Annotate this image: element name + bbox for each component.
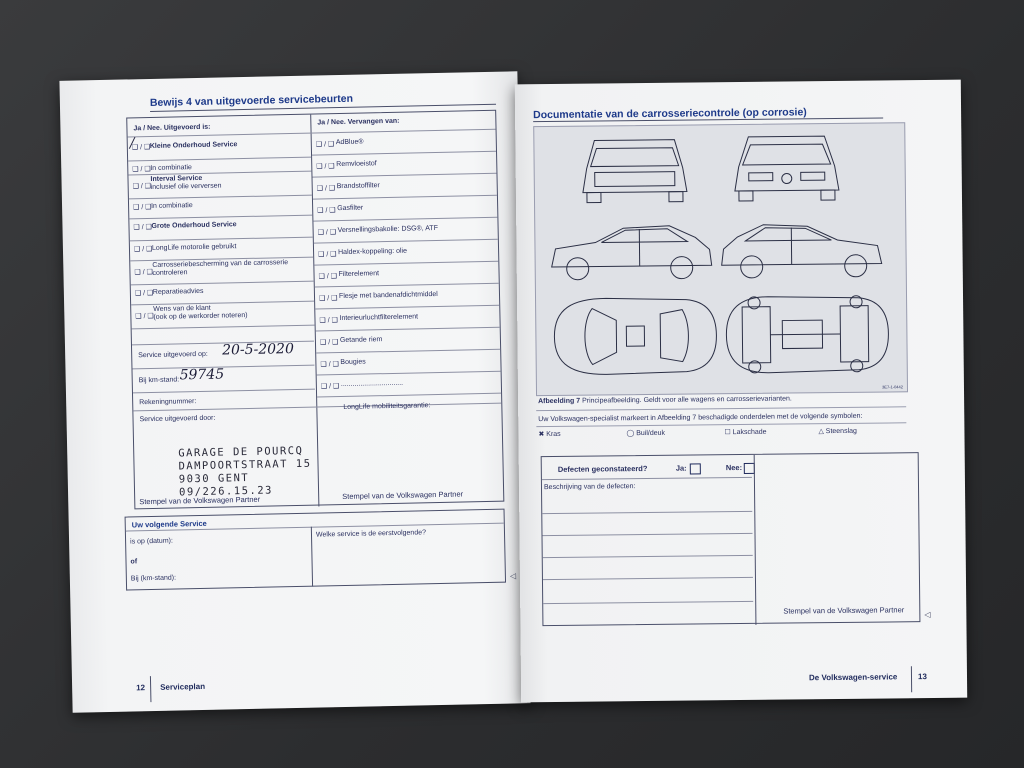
description-line	[543, 555, 753, 558]
km-label: Bij km-stand:	[138, 376, 180, 385]
checklist-item-label: Grote Onderhoud Service	[151, 221, 237, 230]
row-rule	[317, 393, 501, 398]
checklist-item-label: Versnellingsbakolie: DSG®, ATF	[337, 224, 439, 235]
checklist-item-label: LongLife motorolie gebruikt	[151, 243, 237, 252]
car-diagram	[534, 123, 907, 395]
service-date-value[interactable]: 20-5-2020	[221, 341, 295, 359]
left-page	[59, 71, 530, 712]
checkbox-pair[interactable]: ❑ / ❑	[319, 317, 338, 325]
footer-divider	[150, 676, 152, 702]
service-record-table	[126, 110, 504, 510]
car-figure	[533, 122, 908, 396]
checklist-item-label: Getande riem	[339, 336, 383, 345]
checkbox-pair[interactable]: ❑ / ❑	[131, 143, 151, 152]
checklist-item-label: Haldex-koppeling: olie	[338, 247, 408, 257]
right-stamp-label: Stempel van de Volkswagen Partner	[783, 605, 905, 616]
checklist-item-label: Wens van de klant	[153, 304, 211, 313]
right-page-number: 13	[917, 672, 927, 682]
figure-caption-label: Afbeelding 7	[538, 397, 581, 406]
handwritten-check-icon: /	[129, 135, 135, 152]
invoice-label: Rekeningnummer:	[139, 398, 197, 407]
next-km-label: Bij (km-stand):	[130, 574, 177, 583]
row-rule	[542, 477, 752, 480]
figure-code: 3E7-1-0442	[882, 384, 903, 390]
description-line	[543, 601, 753, 604]
left-page-title: Bewijs 4 van uitgevoerde servicebeurten	[149, 92, 354, 109]
marking-text: Uw Volkswagen-specialist markeert in Afbeelding 7 beschadigde onderdelen met de volgende symbolen:	[538, 412, 863, 424]
next-which-label: Welke service is de eerstvolgende?	[315, 529, 427, 539]
right-page	[515, 80, 967, 703]
checklist-item-label: In combinatie	[151, 202, 193, 210]
checklist-item-label: Reparatieadvies	[152, 287, 204, 296]
car-top-view-icon	[554, 297, 717, 375]
col-left-header: Ja / Nee. Uitgevoerd is:	[133, 123, 211, 133]
next-divider	[311, 527, 313, 587]
checkbox-pair[interactable]: ❑ / ❑	[132, 182, 152, 191]
checklist-item-label: ................................	[340, 379, 404, 389]
continue-arrow-icon: ◁	[509, 571, 517, 581]
checkbox-pair[interactable]: ❑ / ❑	[318, 295, 338, 303]
next-date-label: is op (datum):	[130, 537, 173, 546]
checkbox-pair[interactable]: ❑ / ❑	[315, 141, 335, 149]
left-footer: Serviceplan	[160, 681, 206, 692]
car-side-view-right-icon	[721, 224, 882, 279]
checklist-item-sublabel: inclusief olie verversen	[150, 182, 222, 191]
car-underside-view-icon	[726, 295, 889, 373]
defects-label: Defecten geconstateerd?	[557, 463, 648, 474]
checkbox-pair[interactable]: ❑ / ❑	[318, 273, 338, 281]
footer-divider	[911, 666, 912, 692]
next-of: of	[130, 558, 138, 566]
symbol-scratch: ✖ Kras	[538, 430, 561, 439]
car-front-view-icon	[734, 136, 839, 201]
checklist-item-right	[317, 371, 501, 397]
checkbox-pair[interactable]: ❑ / ❑	[133, 203, 152, 212]
service-date-label: Service uitgevoerd op:	[138, 350, 208, 360]
checklist-item-label: AdBlue®	[335, 138, 364, 147]
col-right-header: Ja / Nee. Vervangen van:	[317, 117, 400, 127]
checkbox-pair[interactable]: ❑ / ❑	[320, 361, 339, 369]
checkbox-pair[interactable]: ❑ / ❑	[316, 185, 336, 193]
checklist-item-label: Flesje met bandenafdichtmiddel	[338, 290, 438, 301]
checkbox-pair[interactable]: ❑ / ❑	[133, 245, 153, 254]
car-side-view-left-icon	[551, 225, 712, 280]
right-footer: De Volkswagen-service	[808, 672, 898, 683]
stamp-label-left: Stempel van de Volkswagen Partner	[139, 494, 261, 507]
checklist-item-label: Interieurluchtfilterelement	[339, 313, 419, 323]
defects-no-label: Nee:	[725, 462, 743, 473]
next-service-title: Uw volgende Service	[131, 518, 207, 530]
next-service-box	[125, 509, 506, 591]
longlife-label: LongLife mobiliteitsgarantie:	[343, 402, 431, 411]
checkbox-pair[interactable]: ❑ / ❑	[320, 383, 340, 391]
checkbox-pair[interactable]: ❑ / ❑	[132, 165, 151, 174]
figure-caption	[538, 395, 792, 405]
defects-yes-checkbox[interactable]	[690, 463, 701, 474]
checklist-item-label: Brandstoffilter	[336, 182, 380, 191]
km-value[interactable]: 59745	[179, 366, 225, 384]
checklist-item-label: Interval Service	[150, 174, 203, 183]
checkbox-pair[interactable]: ❑ / ❑	[317, 229, 337, 237]
stamp-label-right: Stempel van de Volkswagen Partner	[342, 489, 464, 502]
description-line	[542, 533, 752, 536]
checklist-item-sublabel: (ook op de werkorder noteren)	[153, 311, 248, 321]
checkbox-pair[interactable]: ❑ / ❑	[135, 312, 154, 321]
description-line	[543, 577, 753, 580]
right-page-title: Documentatie van de carrosseriecontrole (op corrosie)	[533, 106, 807, 122]
stamp-line: DAMPOORTSTRAAT 15	[178, 457, 312, 473]
defects-yes-label: Ja:	[675, 463, 687, 473]
checklist-item-label: Gasfilter	[337, 204, 364, 213]
row-rule	[132, 325, 315, 330]
description-line	[542, 511, 752, 514]
symbol-stone-chip: △ Steenslag	[818, 427, 857, 436]
garage-stamp	[178, 445, 312, 500]
checklist-item-sublabel: controleren	[152, 269, 188, 277]
stamp-line: 09/226.15.23	[178, 484, 274, 499]
left-page-number: 12	[136, 683, 146, 693]
stamp-line: 9030 GENT	[178, 471, 250, 486]
description-label: Beschrijving van de defecten:	[543, 483, 636, 492]
checkbox-pair[interactable]: ❑ / ❑	[318, 251, 337, 259]
stamp-line: GARAGE DE POURCQ	[178, 444, 304, 460]
checklist-item-label: Bougies	[340, 358, 366, 367]
defects-divider	[754, 455, 757, 625]
performed-by-label: Service uitgevoerd door:	[139, 414, 216, 424]
checkbox-pair[interactable]: ❑ / ❑	[133, 223, 152, 232]
car-rear-view-icon	[582, 140, 687, 203]
checklist-item-label: Remvloeistof	[336, 160, 377, 169]
checkbox-pair[interactable]: ❑ / ❑	[317, 207, 336, 215]
checkbox-pair[interactable]: ❑ / ❑	[134, 289, 154, 298]
row-rule	[133, 389, 315, 394]
checkbox-pair[interactable]: ❑ / ❑	[134, 268, 153, 277]
checklist-item-label: In combinatie	[150, 164, 192, 172]
checklist-item-left	[131, 301, 314, 329]
symbol-paint-damage: ☐ Lakschade	[724, 428, 767, 437]
checklist-item-label: Kleine Onderhoud Service	[149, 141, 238, 150]
continue-arrow-icon: ◁	[924, 610, 931, 620]
symbol-dent: ◯ Buil/deuk	[626, 429, 666, 438]
checklist-item-label: Filterelement	[338, 270, 380, 279]
defects-box	[541, 452, 921, 626]
figure-caption-text: Principeafbeelding. Geldt voor alle wagens en carrosserievarianten.	[582, 395, 792, 405]
checklist-item-label: Carrosseriebescherming van de carrosserie	[152, 259, 289, 269]
checkbox-pair[interactable]: ❑ / ❑	[319, 339, 339, 347]
checkbox-pair[interactable]: ❑ / ❑	[316, 163, 335, 171]
caption-rule	[536, 406, 906, 411]
